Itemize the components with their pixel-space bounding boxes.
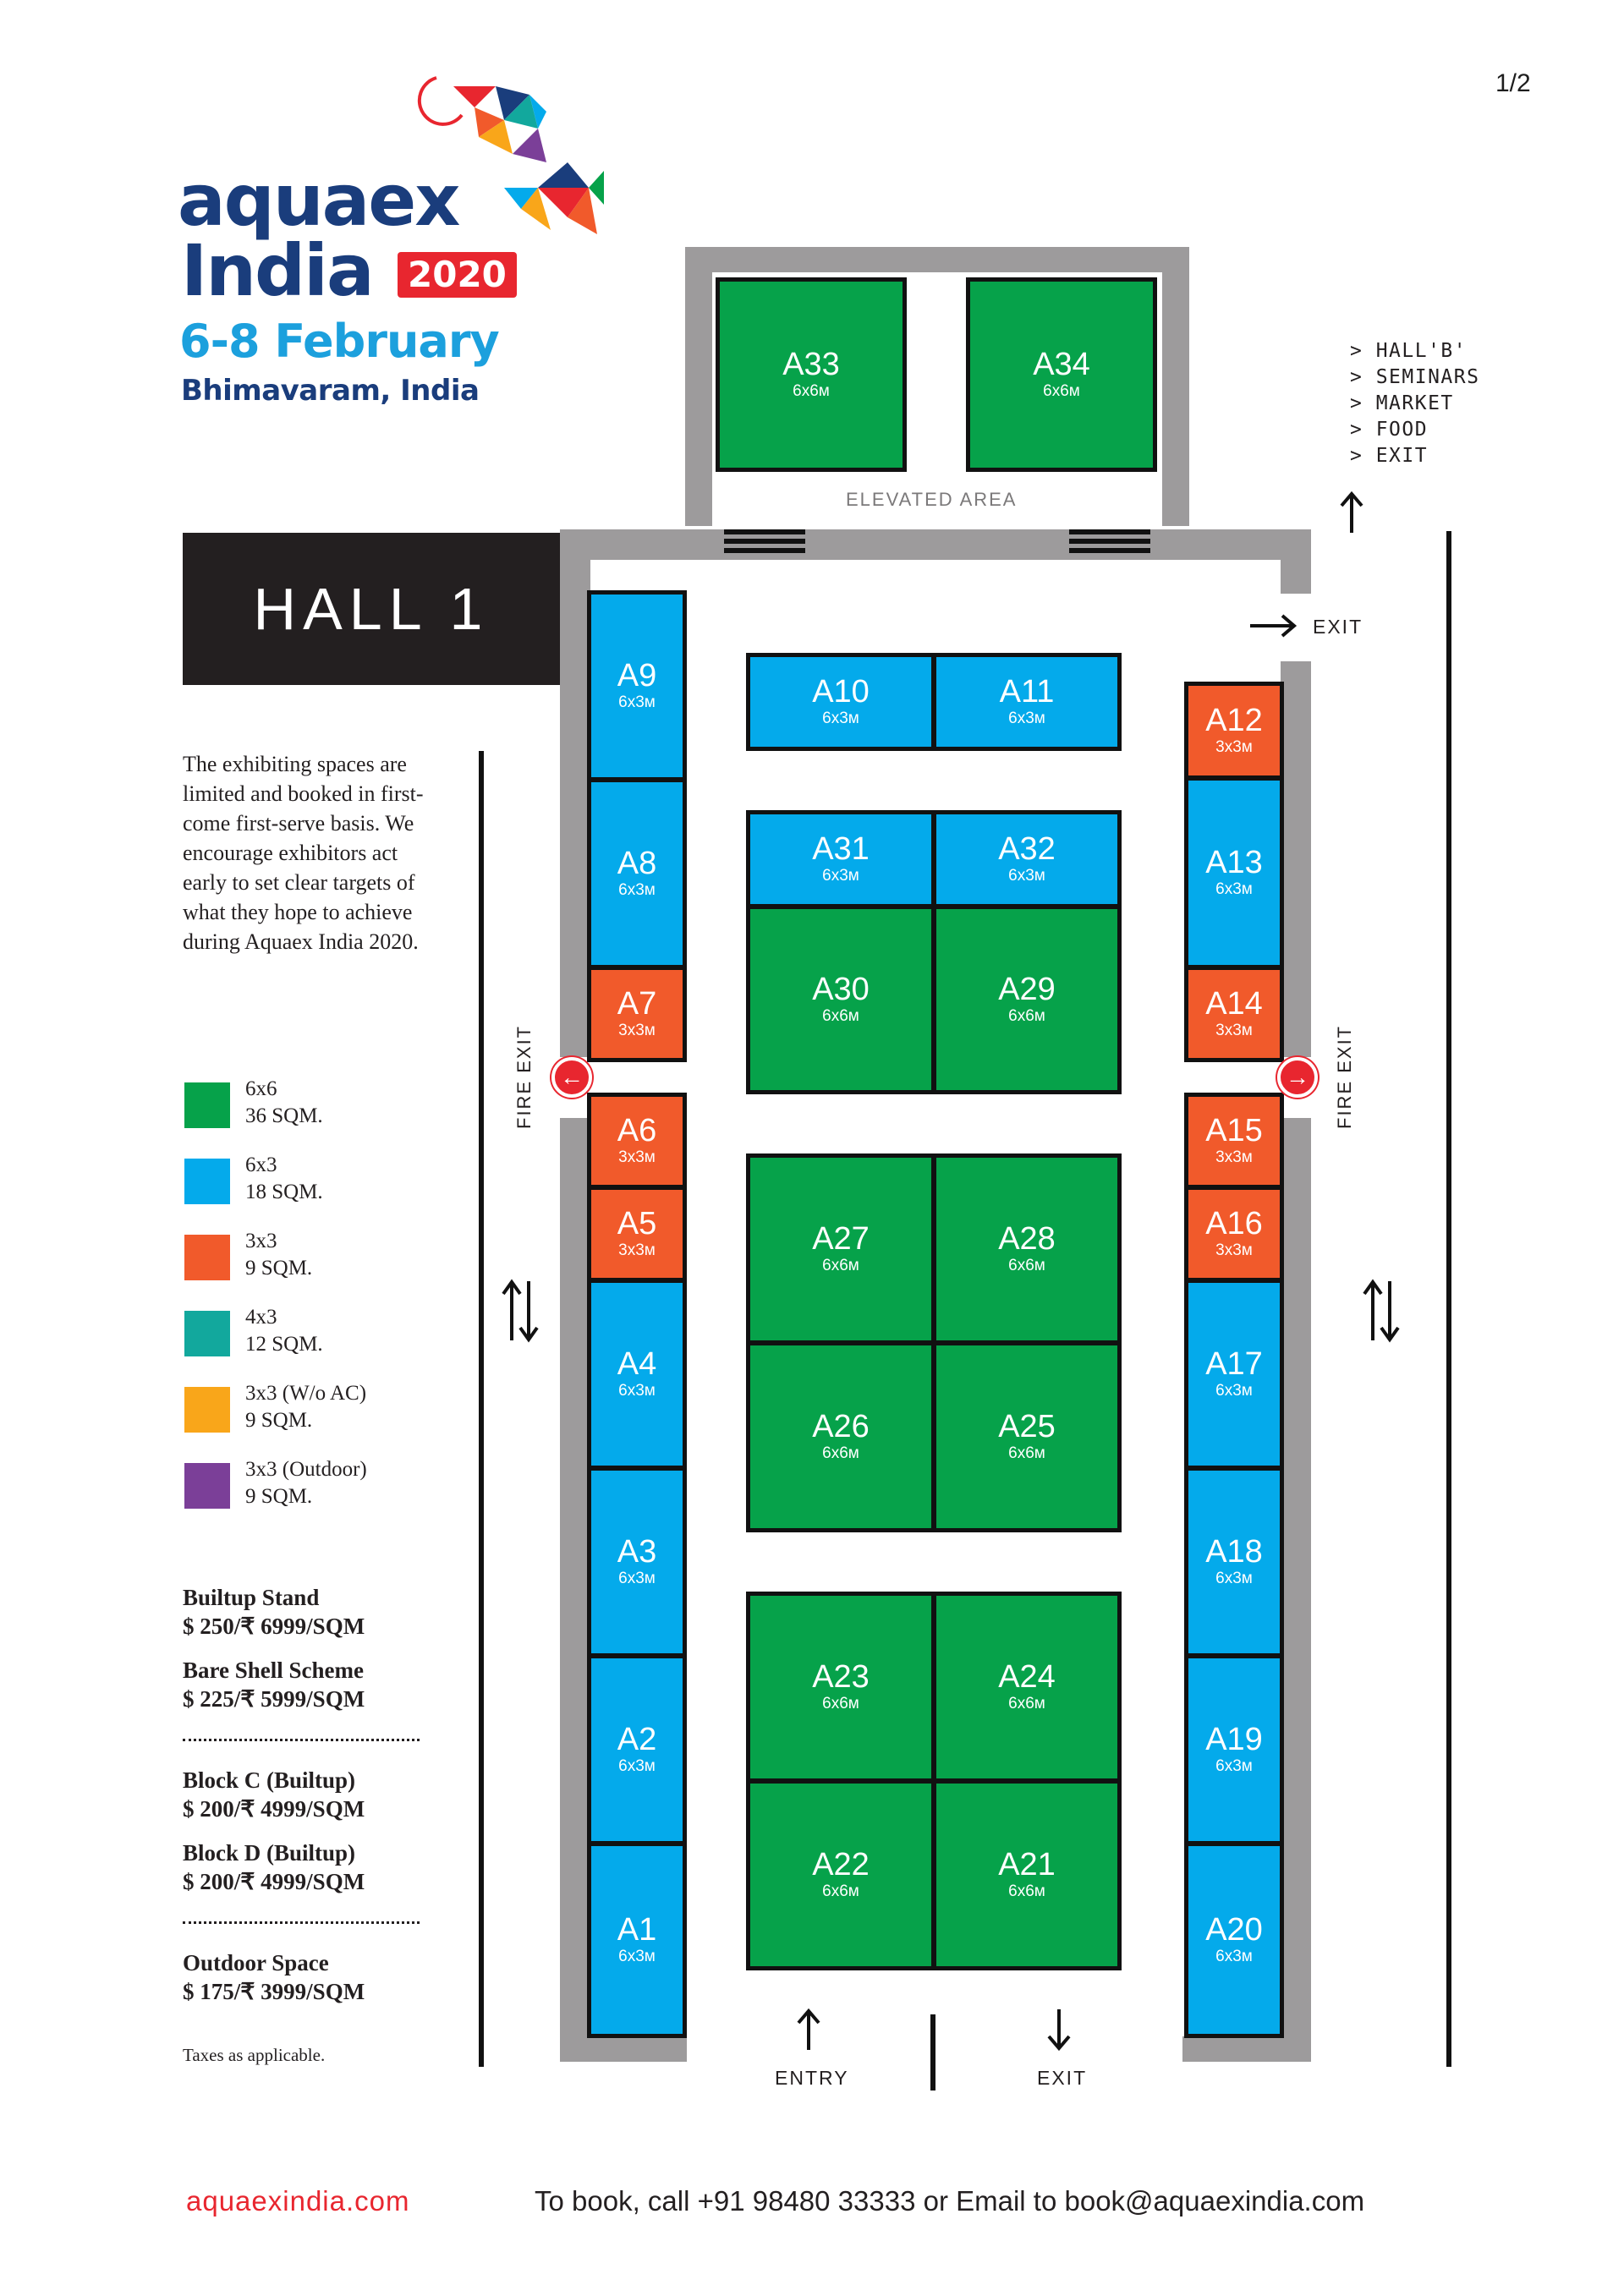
booth-A20[interactable]	[1184, 1842, 1284, 2038]
entry-divider	[930, 2014, 935, 2091]
booth-size: 3x3м	[1215, 1148, 1253, 1166]
legend-swatch-purple	[184, 1463, 230, 1509]
two-way-arrow-icon	[1360, 1277, 1402, 1345]
booth-A32[interactable]	[932, 810, 1122, 908]
wall	[812, 529, 1064, 560]
booth-size: 6x6м	[822, 1257, 859, 1274]
price-name: Block D (Builtup)	[183, 1840, 356, 1866]
booth-size: 6x6м	[822, 1695, 859, 1712]
booth-A2[interactable]	[587, 1654, 687, 1845]
booth-id: A5	[617, 1206, 657, 1241]
booth-size: 6x6м	[822, 1882, 859, 1900]
booth-A33[interactable]	[716, 277, 907, 472]
booth-id: A24	[998, 1659, 1056, 1695]
booth-size: 3x3м	[1215, 1241, 1253, 1259]
booth-A19[interactable]	[1184, 1654, 1284, 1845]
booth-id: A16	[1205, 1206, 1263, 1241]
booth-A29[interactable]	[932, 905, 1122, 1094]
legend-area: 18 SQM.	[245, 1181, 323, 1203]
booth-A17[interactable]	[1184, 1279, 1284, 1470]
booth-id: A22	[812, 1847, 870, 1882]
price-value: $ 250/₹ 6999/SQM	[183, 1614, 365, 1639]
contact-info: To book, call +91 98480 33333 or Email to book@aquaexindia.com	[535, 2185, 1365, 2217]
arrow-up-icon	[1335, 490, 1369, 534]
stairs-icon	[1069, 529, 1150, 562]
event-dates: 6-8 February	[179, 315, 499, 368]
legend-label: 6x6	[245, 1077, 277, 1100]
logo-india: India	[181, 229, 373, 312]
booth-id: A10	[812, 674, 870, 710]
destination-item: > FOOD	[1350, 419, 1429, 441]
booth-id: A25	[998, 1409, 1056, 1444]
booth-A15[interactable]	[1184, 1093, 1284, 1189]
booth-id: A21	[998, 1847, 1056, 1882]
exit-label-right: EXIT	[1313, 616, 1363, 638]
legend-label: 3x3 (W/o AC)	[245, 1382, 367, 1405]
fire-exit-right-label: FIRE EXIT	[1334, 1024, 1355, 1129]
legend-item	[245, 1228, 312, 1282]
website-link[interactable]: aquaexindia.com	[186, 2185, 410, 2217]
entry-label: ENTRY	[775, 2067, 849, 2089]
legend-item	[245, 1152, 323, 1206]
booth-id: A32	[998, 831, 1056, 867]
legend-item	[245, 1456, 367, 1510]
booth-id: A34	[1033, 347, 1090, 382]
booth-size: 6x3м	[822, 867, 859, 885]
booth-A24[interactable]	[932, 1592, 1122, 1783]
booth-A3[interactable]	[587, 1466, 687, 1658]
booth-id: A30	[812, 972, 870, 1007]
booth-id: A15	[1205, 1113, 1263, 1148]
booth-size: 3x3м	[1215, 738, 1253, 756]
destination-item: > SEMINARS	[1350, 366, 1480, 388]
destination-item: > MARKET	[1350, 392, 1454, 414]
booth-A14[interactable]	[1184, 966, 1284, 1062]
intro-text: The exhibiting spaces are limited and booked in first-come first-serve basis. We encourage exhibitors act early to set clear targets of what they hope to achieve during Aquaex India 2020.	[183, 752, 424, 954]
booth-id: A3	[617, 1534, 657, 1570]
booth-A30[interactable]	[746, 905, 935, 1094]
corridor-line-right	[1446, 531, 1451, 2067]
booth-size: 6x3м	[1215, 880, 1253, 898]
booth-size: 6x3м	[618, 1948, 656, 1965]
wall	[1154, 529, 1164, 560]
event-venue: Bhimavaram, India	[181, 374, 480, 408]
destination-item: > HALL'B'	[1350, 340, 1468, 362]
booth-id: A11	[999, 674, 1055, 710]
booth-id: A1	[617, 1912, 657, 1948]
legend-area: 12 SQM.	[245, 1333, 323, 1356]
booth-size: 6x3м	[1215, 1570, 1253, 1587]
booth-A12[interactable]	[1184, 682, 1284, 780]
booth-A8[interactable]	[587, 778, 687, 969]
booth-A18[interactable]	[1184, 1466, 1284, 1658]
booth-A10[interactable]	[746, 653, 935, 751]
booth-id: A6	[617, 1113, 657, 1148]
booth-id: A7	[617, 986, 657, 1022]
wall	[712, 529, 722, 560]
legend-swatch-blue	[184, 1159, 230, 1204]
booth-A25[interactable]	[932, 1341, 1122, 1532]
booth-size: 6x6м	[1043, 382, 1080, 400]
elevated-area-label: ELEVATED AREA	[846, 489, 1018, 510]
legend-label: 6x3	[245, 1153, 277, 1176]
fire-exit-left-label: FIRE EXIT	[513, 1024, 535, 1129]
booth-A26[interactable]	[746, 1341, 935, 1532]
stairs-icon	[724, 529, 805, 562]
legend-label: 4x3	[245, 1306, 277, 1329]
fire-exit-right-icon: →	[1277, 1057, 1318, 1098]
booth-id: A20	[1205, 1912, 1263, 1948]
exit-label-bottom: EXIT	[1037, 2067, 1088, 2089]
legend-area: 36 SQM.	[245, 1104, 323, 1127]
logo-year-badge: 2020	[398, 252, 517, 298]
legend-label: 3x3 (Outdoor)	[245, 1458, 367, 1481]
booth-A22[interactable]	[746, 1779, 935, 1970]
booth-size: 6x6м	[1008, 1882, 1045, 1900]
booth-id: A14	[1205, 986, 1263, 1022]
booth-A16[interactable]	[1184, 1186, 1284, 1282]
booth-id: A2	[617, 1722, 657, 1757]
booth-id: A23	[812, 1659, 870, 1695]
booth-size: 6x6м	[1008, 1444, 1045, 1462]
legend-swatch-orange	[184, 1235, 230, 1280]
booth-id: A8	[617, 846, 657, 881]
price-value: $ 225/₹ 5999/SQM	[183, 1686, 365, 1712]
booth-A34[interactable]	[966, 277, 1157, 472]
booth-id: A28	[998, 1221, 1056, 1257]
booth-A28[interactable]	[932, 1153, 1122, 1345]
booth-size: 3x3м	[618, 1241, 656, 1259]
booth-size: 6x3м	[1008, 710, 1045, 727]
booth-A11[interactable]	[932, 653, 1122, 751]
fire-exit-left-icon: ←	[551, 1057, 592, 1098]
price-name: Block C (Builtup)	[183, 1767, 356, 1793]
booth-id: A31	[812, 831, 870, 867]
booth-A23[interactable]	[746, 1592, 935, 1783]
legend-item	[245, 1076, 323, 1130]
legend-item	[245, 1304, 323, 1358]
booth-A5[interactable]	[587, 1186, 687, 1282]
booth-size: 6x6м	[1008, 1695, 1045, 1712]
booth-size: 3x3м	[618, 1148, 656, 1166]
legend-label: 3x3	[245, 1230, 277, 1252]
arrow-down-icon	[1042, 2008, 1076, 2052]
logo-aquaex: aquaex	[178, 159, 459, 242]
booth-id: A27	[812, 1221, 870, 1257]
booth-id: A4	[617, 1346, 657, 1382]
booth-id: A12	[1205, 703, 1263, 738]
booth-size: 6x3м	[1215, 1382, 1253, 1400]
booth-size: 6x6м	[1008, 1007, 1045, 1025]
booth-size: 6x3м	[1215, 1757, 1253, 1775]
booth-A13[interactable]	[1184, 776, 1284, 969]
price-value: $ 175/₹ 3999/SQM	[183, 1979, 365, 2004]
price-name: Builtup Stand	[183, 1585, 320, 1610]
booth-A21[interactable]	[932, 1779, 1122, 1970]
arrow-up-icon	[792, 2008, 826, 2052]
destination-list	[1350, 338, 1479, 469]
legend-swatch-green	[184, 1082, 230, 1128]
price-value: $ 200/₹ 4999/SQM	[183, 1869, 365, 1894]
legend-item	[245, 1380, 366, 1434]
booth-id: A29	[998, 972, 1056, 1007]
booth-id: A26	[812, 1409, 870, 1444]
booth-id: A17	[1205, 1346, 1263, 1382]
divider	[183, 1739, 420, 1741]
booth-size: 3x3м	[618, 1022, 656, 1039]
legend-swatch-teal	[184, 1311, 230, 1356]
booth-size: 6x6м	[822, 1007, 859, 1025]
legend-area: 9 SQM.	[245, 1257, 313, 1280]
booth-id: A9	[617, 658, 657, 693]
corridor-line-left	[479, 751, 484, 2067]
divider	[183, 1921, 420, 1924]
booth-size: 3x3м	[1215, 1022, 1253, 1039]
booth-A7[interactable]	[587, 966, 687, 1062]
destination-item: > EXIT	[1350, 445, 1429, 467]
booth-A1[interactable]	[587, 1842, 687, 2038]
arrow-right-icon	[1248, 611, 1299, 641]
legend-swatch-yellow	[184, 1387, 230, 1433]
booth-id: A19	[1205, 1722, 1263, 1757]
booth-A27[interactable]	[746, 1153, 935, 1345]
booth-size: 6x3м	[1215, 1948, 1253, 1965]
booth-id: A18	[1205, 1534, 1263, 1570]
booth-size: 6x3м	[1008, 867, 1045, 885]
booth-A9[interactable]	[587, 590, 687, 781]
booth-A4[interactable]	[587, 1279, 687, 1470]
booth-size: 6x6м	[822, 1444, 859, 1462]
booth-size: 6x3м	[618, 1757, 656, 1775]
taxes-note: Taxes as applicable.	[183, 2045, 326, 2065]
booth-size: 6x6м	[1008, 1257, 1045, 1274]
booth-size: 6x3м	[618, 693, 656, 711]
price-name: Bare Shell Scheme	[183, 1658, 364, 1683]
hall-label: HALL 1	[183, 533, 560, 685]
two-way-arrow-icon	[499, 1277, 541, 1345]
booth-id: A33	[782, 347, 840, 382]
legend-area: 9 SQM.	[245, 1485, 313, 1508]
booth-size: 6x6м	[793, 382, 830, 400]
booth-A6[interactable]	[587, 1093, 687, 1189]
page-number: 1/2	[1495, 69, 1531, 97]
price-name: Outdoor Space	[183, 1950, 329, 1975]
booth-size: 6x3м	[822, 710, 859, 727]
booth-size: 6x3м	[618, 1382, 656, 1400]
booth-id: A13	[1205, 845, 1263, 880]
price-value: $ 200/₹ 4999/SQM	[183, 1796, 365, 1822]
booth-size: 6x3м	[618, 1570, 656, 1587]
booth-A31[interactable]	[746, 810, 935, 908]
legend-area: 9 SQM.	[245, 1409, 313, 1432]
booth-size: 6x3м	[618, 881, 656, 899]
